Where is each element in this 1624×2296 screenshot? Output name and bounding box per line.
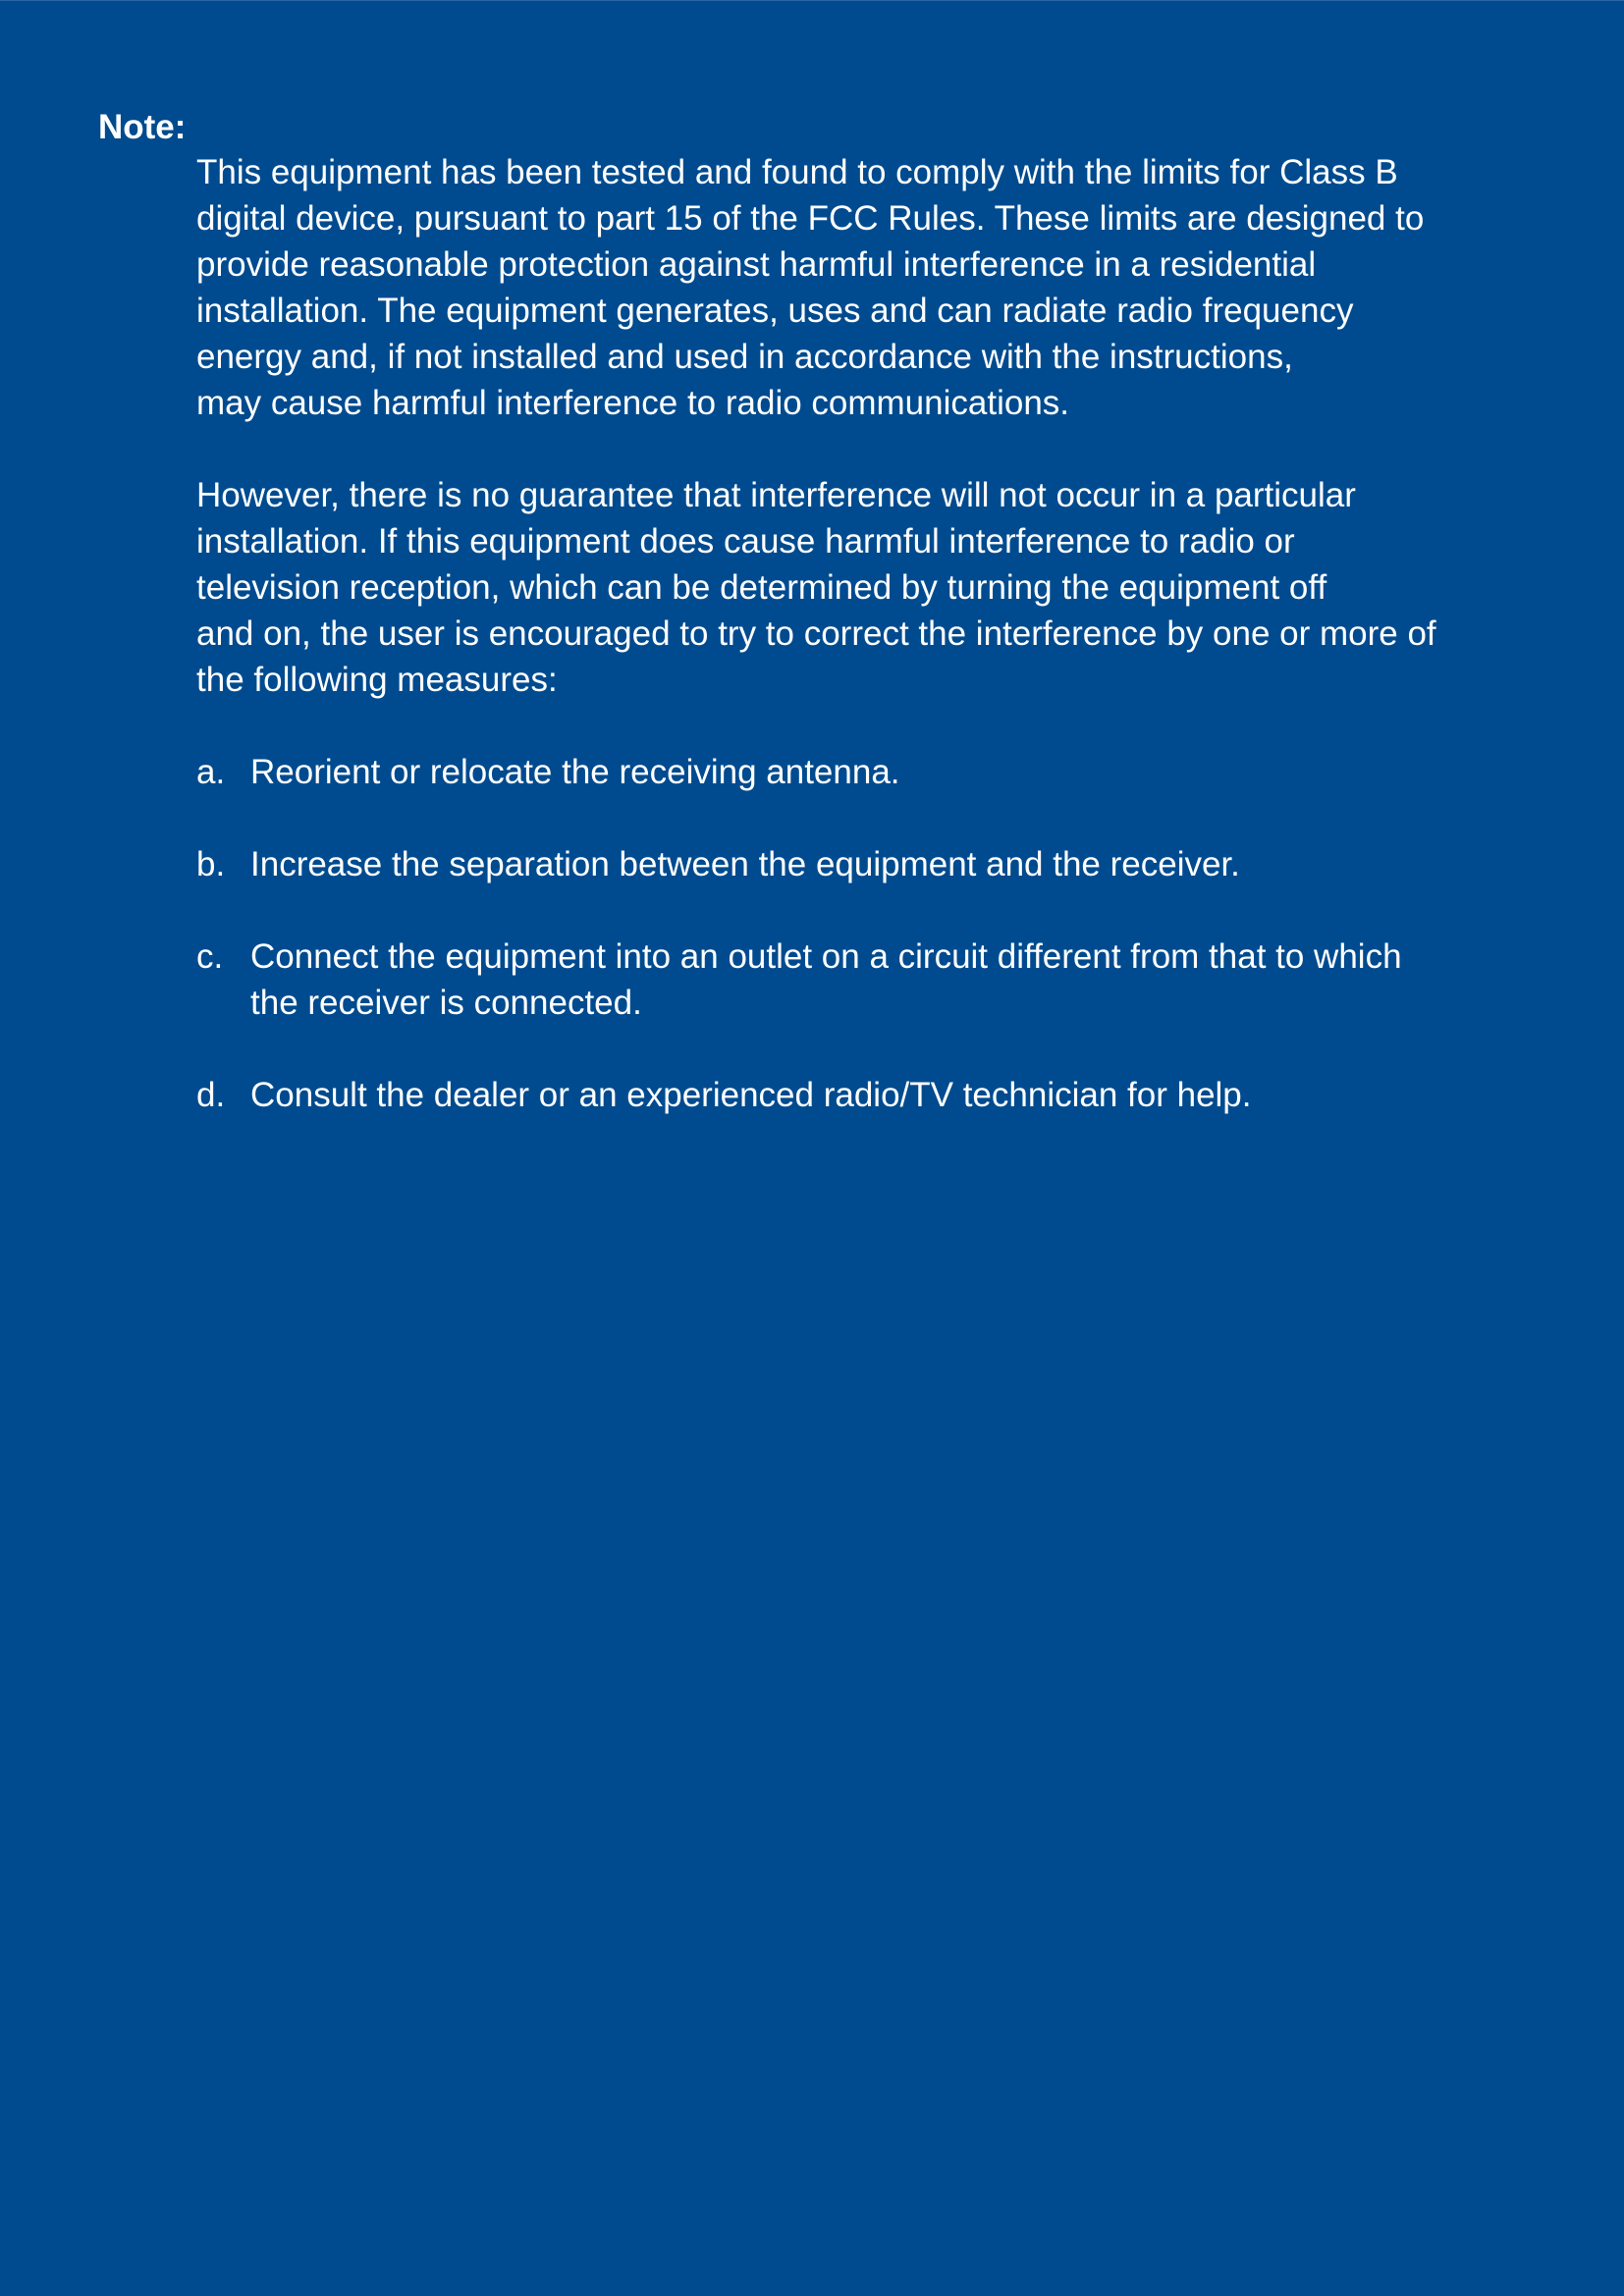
note-body [196, 149, 1522, 1164]
list-item [196, 749, 1522, 795]
list-item [196, 934, 1522, 1026]
list-marker: b. [196, 845, 226, 883]
list-item [196, 841, 1522, 887]
list-item-text: Increase the separation between the equipment and the receiver. [250, 845, 1240, 883]
paragraph-interference-guarantee: However, there is no guarantee that interference will not occur in a particular installation. If this equipment does cause harmful interference to radio or television reception, which can be determined by turning the equipment off and on, the user is encouraged to try to correct the interference by one or more of the following measures: [196, 476, 1436, 699]
list-item-text: Reorient or relocate the receiving antenna. [250, 753, 900, 791]
note-label: Note: [98, 108, 187, 146]
paragraph-fcc-compliance: This equipment has been tested and found to comply with the limits for Class B digital device, pursuant to part 15 of the FCC Rules. These limits are designed to provide reasonable protection against harmful interference in a residential installation. The equipment generates, uses and can radiate radio frequency energy and, if not installed and used in accordance with the instructions, may cause harmful interference to radio communications. [196, 153, 1425, 422]
measures-list [196, 749, 1522, 1118]
list-marker: a. [196, 753, 226, 791]
list-item-text: Consult the dealer or an experienced radio/TV technician for help. [250, 1076, 1252, 1114]
list-marker: c. [196, 937, 224, 976]
list-item-text: Connect the equipment into an outlet on a circuit different from that to which the receiver is connected. [250, 937, 1402, 1022]
list-marker: d. [196, 1076, 226, 1114]
list-item [196, 1072, 1522, 1118]
